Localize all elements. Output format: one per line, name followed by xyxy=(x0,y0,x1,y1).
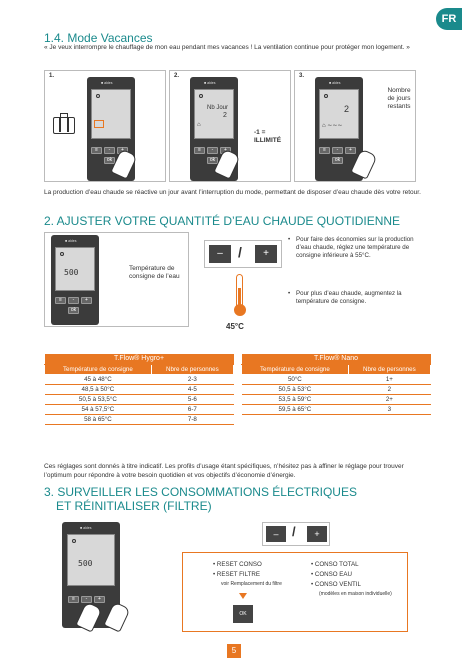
table-row: 45 à 48°C 2-3 xyxy=(45,374,234,384)
vacances-note: La production d’eau chaude se réactive un jour avant l’interruption du mode, permettant de disposer d’eau chaude dès votre retour. xyxy=(44,189,421,196)
device-unit: ■ aldes Nb Jour 2 ⌂ ≡ - ok xyxy=(190,77,238,181)
adjust-control xyxy=(204,240,282,268)
table-caption: T.Flow® Hygro+ xyxy=(45,354,234,364)
step-number: 3. xyxy=(299,73,305,79)
conso-menu-panel xyxy=(182,552,408,632)
table-nano xyxy=(241,354,431,415)
screen-value: 2 xyxy=(223,112,227,119)
minus-button[interactable]: - xyxy=(68,297,79,304)
settings-note: Ces réglages sont donnés à titre indicatif. Les profils d’usage étant spécifiques, n’hésitez pas à affiner le réglage pour trouver l’optimum pour répondre à votre besoin quotidien et vos objectifs d’économie d’énergie. xyxy=(44,463,404,479)
table-row: 50,5 à 53,5°C 5-6 xyxy=(45,394,234,404)
device-unit: ■ aldes ≡ - ok xyxy=(87,77,135,181)
table-row: 50°C 1+ xyxy=(242,374,431,384)
arrow-down-icon xyxy=(239,593,247,599)
table-row: 48,5 à 50°C 4-5 xyxy=(45,384,234,394)
device-screen xyxy=(67,534,115,586)
menu-button[interactable]: ≡ xyxy=(55,297,66,304)
col-header-temp: Température de consigne xyxy=(242,364,349,374)
step-number: 1. xyxy=(49,73,55,79)
conso-adjust-control xyxy=(262,522,330,546)
device-screen xyxy=(55,247,95,291)
minus-button[interactable]: - xyxy=(81,596,92,603)
minus-key[interactable]: – xyxy=(266,526,286,542)
thermometer-value: 45°C xyxy=(226,322,244,331)
step-3-panel xyxy=(294,70,416,182)
menu-button[interactable]: ≡ xyxy=(319,147,330,154)
language-badge: FR xyxy=(436,8,462,30)
plus-key[interactable]: + xyxy=(307,526,327,542)
table-row: 54 à 57,5°C 6-7 xyxy=(45,404,234,414)
vacances-quote: « Je veux interrompre le chauffage de mon eau pendant mes vacances ! La ventilation continue pour protéger mon logement. » xyxy=(44,44,410,51)
ventil-note: (modèles en maison individuelle) xyxy=(319,591,392,597)
thermometer-icon xyxy=(234,274,244,318)
table-row: 53,5 à 59°C 2+ xyxy=(242,394,431,404)
ok-button[interactable]: ok xyxy=(68,307,79,314)
device-unit: ■ aldes 500 ≡ - + xyxy=(62,522,120,628)
menu-button[interactable]: ≡ xyxy=(68,596,79,603)
device-unit: ■ aldes 500 ≡ - + ok xyxy=(51,235,99,325)
minus-key[interactable]: – xyxy=(209,245,231,263)
illimite-note: -1 = ILLIMITÉ xyxy=(254,129,282,144)
slash-separator: / xyxy=(238,244,242,260)
table-row: 59,5 à 65°C 3 xyxy=(242,404,431,414)
plus-button[interactable]: + xyxy=(94,596,105,603)
device-screen: Nb Jour 2 ⌂ xyxy=(194,89,234,139)
slash-separator: / xyxy=(292,524,296,539)
vacation-icon-highlight xyxy=(94,120,104,128)
tip-economy: • Pour faire des économies sur la production d’eau chaude, réglez une température de consigne inférieure à 55°C. xyxy=(288,236,414,259)
ok-button[interactable]: ok xyxy=(104,157,115,164)
section-title-vacances: 1.4. Mode Vacances xyxy=(44,31,153,45)
tip-more-water: • Pour plus d’eau chaude, augmentez la température de consigne. xyxy=(288,290,402,305)
col-header-people: Nbre de personnes xyxy=(348,364,430,374)
minus-button[interactable]: - xyxy=(104,147,115,154)
temp-setpoint-display: 500 xyxy=(64,268,79,277)
menu-item-conso-total: • CONSO TOTAL xyxy=(311,561,359,568)
minus-button[interactable]: - xyxy=(332,147,343,154)
days-remaining-note: Nombre de jours restants xyxy=(387,87,411,110)
menu-item-reset-conso: • RESET CONSO xyxy=(213,561,262,568)
menu-button[interactable]: ≡ xyxy=(91,147,102,154)
section-title-conso: 3. SURVEILLER LES CONSOMMATIONS ÉLECTRIQUES ET RÉINITIALISER (FILTRE) xyxy=(44,485,357,513)
table-row: 50,5 à 53°C 2 xyxy=(242,384,431,394)
menu-item-reset-filtre: • RESET FILTRE xyxy=(213,571,260,578)
screen-label: Nb Jour xyxy=(207,105,229,111)
device-screen xyxy=(91,89,131,139)
menu-item-conso-ventil: • CONSO VENTIL xyxy=(311,581,361,588)
screen-value: 2 xyxy=(344,104,350,114)
temp-setpoint-label: Température de consigne de l’eau xyxy=(129,265,180,280)
step-2-panel xyxy=(169,70,291,182)
ok-button[interactable]: ok xyxy=(332,157,343,164)
device-unit: ■ aldes 2 ⌂ ∼∼∼ ≡ - + ok xyxy=(315,77,363,181)
plus-button[interactable]: + xyxy=(81,297,92,304)
page-number: 5 xyxy=(227,644,241,658)
device-screen: 2 ⌂ ∼∼∼ xyxy=(319,89,359,139)
suitcase-icon xyxy=(53,117,75,134)
ok-key[interactable]: OK xyxy=(233,605,253,623)
temperature-panel xyxy=(44,232,189,327)
table-caption: T.Flow® Nano xyxy=(242,354,431,364)
step-number: 2. xyxy=(174,73,180,79)
menu-button[interactable]: ≡ xyxy=(194,147,205,154)
filter-note: voir Remplacement du filtre xyxy=(221,581,282,587)
plus-key[interactable]: + xyxy=(255,245,277,263)
ok-button[interactable]: ok xyxy=(207,157,218,164)
table-row: 58 à 65°C 7-8 xyxy=(45,414,234,424)
table-hygro xyxy=(44,354,234,425)
menu-item-conso-eau: • CONSO EAU xyxy=(311,571,353,578)
section-title-eau-chaude: 2. AJUSTER VOTRE QUANTITÉ D’EAU CHAUDE QUOTIDIENNE xyxy=(44,214,401,228)
step-1-panel xyxy=(44,70,166,182)
col-header-temp: Température de consigne xyxy=(45,364,152,374)
col-header-people: Nbre de personnes xyxy=(151,364,233,374)
temp-setpoint-display: 500 xyxy=(78,559,93,568)
plus-button[interactable]: + xyxy=(345,147,356,154)
minus-button[interactable]: - xyxy=(207,147,218,154)
